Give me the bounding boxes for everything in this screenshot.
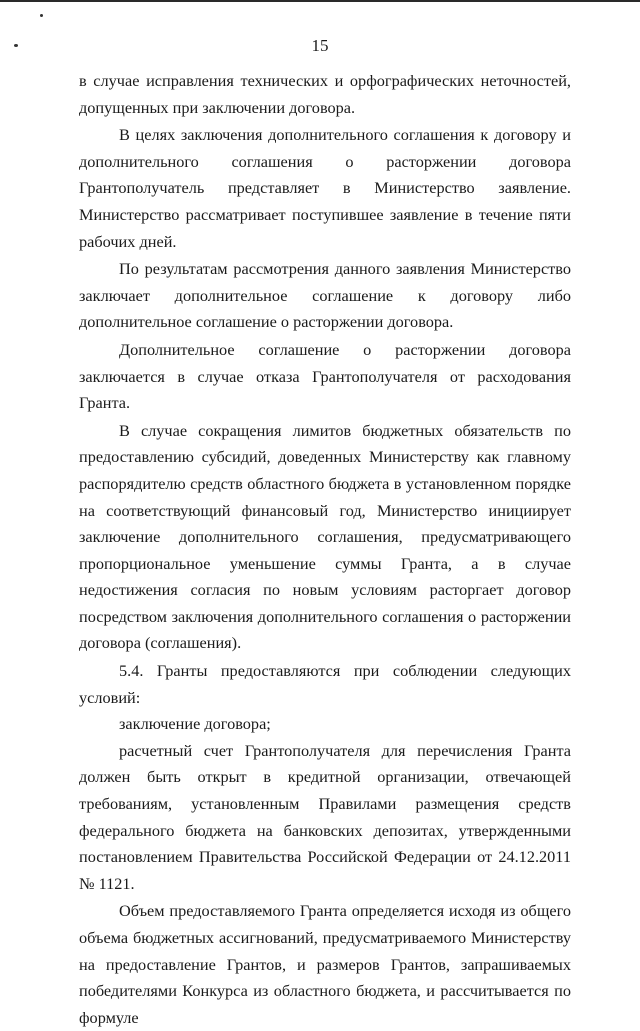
scan-speck: [40, 14, 43, 17]
paragraph: В целях заключения дополнительного соглашения к договору и дополнительного соглашения о расторжении договора Грантополучатель представляет в Министерство заявление. Министерство рассматривает поступившее заявление в течение пяти рабочих дней.: [79, 125, 571, 251]
paragraph: Объем предоставляемого Гранта определяется исходя из общего объема бюджетных ассигнований, предусматриваемого Министерству на предоставление Грантов, и размеров Грантов, запрашиваемых победителями Конкурса из областного бюджета, и рассчитывается по формуле: [79, 901, 571, 1027]
paragraph: По результатам рассмотрения данного заявления Министерство заключает дополнительное соглашение к договору либо дополнительное соглашение о расторжении договора.: [79, 259, 571, 332]
page-number: 15: [311, 36, 329, 55]
paragraph: Дополнительное соглашение о расторжении договора заключается в случае отказа Грантополучателя от расходования Гранта.: [79, 339, 571, 413]
paragraph: заключение договора;: [119, 714, 271, 734]
top-edge-rule: [0, 0, 640, 2]
document-body: [79, 68, 571, 1031]
paragraph: расчетный счет Грантополучателя для перечисления Гранта должен быть открыт в кредитной организации, отвечающей требованиям, установленным Правилами размещения средств федерального бюджета на банковских депозитах, утвержденными постановлением Правительства Российской Федерации от 24.12.2011 № 1121.: [79, 740, 571, 893]
paragraph: В случае сокращения лимитов бюджетных обязательств по предоставлению субсидий, доведенных Министерству как главному распорядителю средств областного бюджета в установленном порядке на соответствующий финансовый год, Министерство инициирует заключение дополнительного соглашения, предусматривающего пропорциональное уменьшение суммы Гранта, а в случае недостижения согласия по новым условиям расторгает договор посредством заключения дополнительного соглашения о расторжении договора (соглашения).: [79, 420, 571, 653]
paragraph: 5.4. Гранты предоставляются при соблюдении следующих условий:: [79, 661, 571, 707]
paragraph: в случае исправления технических и орфографических неточностей, допущенных при заключении договора.: [79, 71, 571, 117]
